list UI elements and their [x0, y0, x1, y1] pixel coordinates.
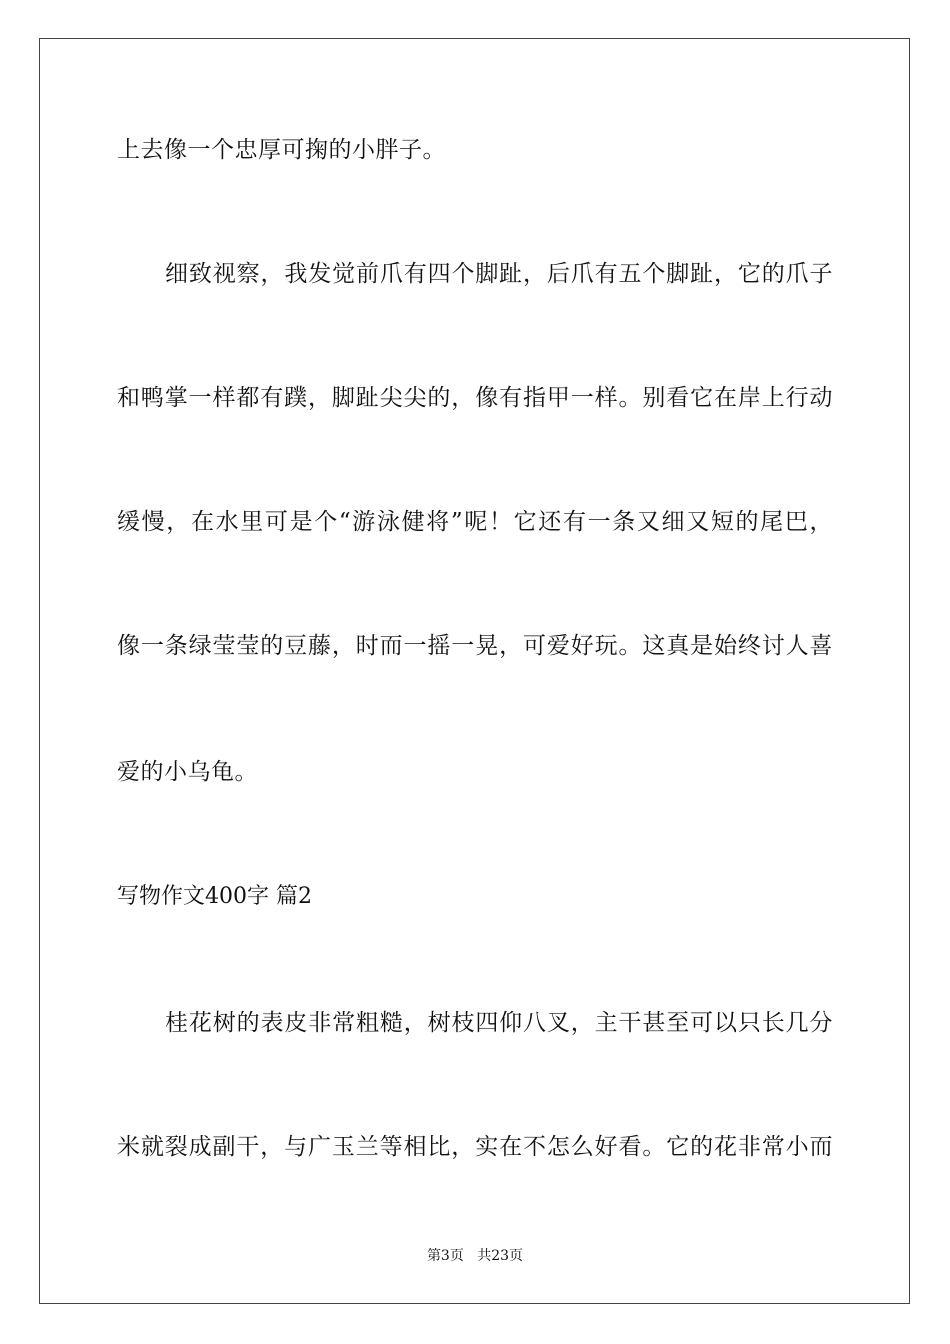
- paragraph-line: 像一条绿莹莹的豆藤，时而一摇一晃，可爱好玩。这真是始终讨人喜: [117, 633, 833, 659]
- page-footer: [0, 1247, 950, 1265]
- page-frame: [39, 38, 910, 1304]
- paragraph-line: 爱的小乌龟。: [117, 759, 258, 785]
- paragraph-line: 缓慢，在水里可是个“游泳健将”呢！它还有一条又细又短的尾巴，: [117, 509, 833, 535]
- section-heading: 写物作文400字 篇2: [117, 884, 312, 909]
- paragraph-line: 桂花树的表皮非常粗糙，树枝四仰八叉，主干甚至可以只长几分: [165, 1010, 833, 1036]
- page-total: 共23页: [477, 1248, 524, 1264]
- paragraph-line: 米就裂成副干，与广玉兰等相比，实在不怎么好看。它的花非常小而: [117, 1134, 833, 1160]
- page-number: 第3页: [426, 1248, 464, 1264]
- paragraph-line: 上去像一个忠厚可掬的小胖子。: [117, 137, 446, 163]
- paragraph-line: 和鸭掌一样都有蹼，脚趾尖尖的，像有指甲一样。别看它在岸上行动: [117, 385, 833, 411]
- paragraph-line: 细致视察，我发觉前爪有四个脚趾，后爪有五个脚趾，它的爪子: [165, 261, 833, 287]
